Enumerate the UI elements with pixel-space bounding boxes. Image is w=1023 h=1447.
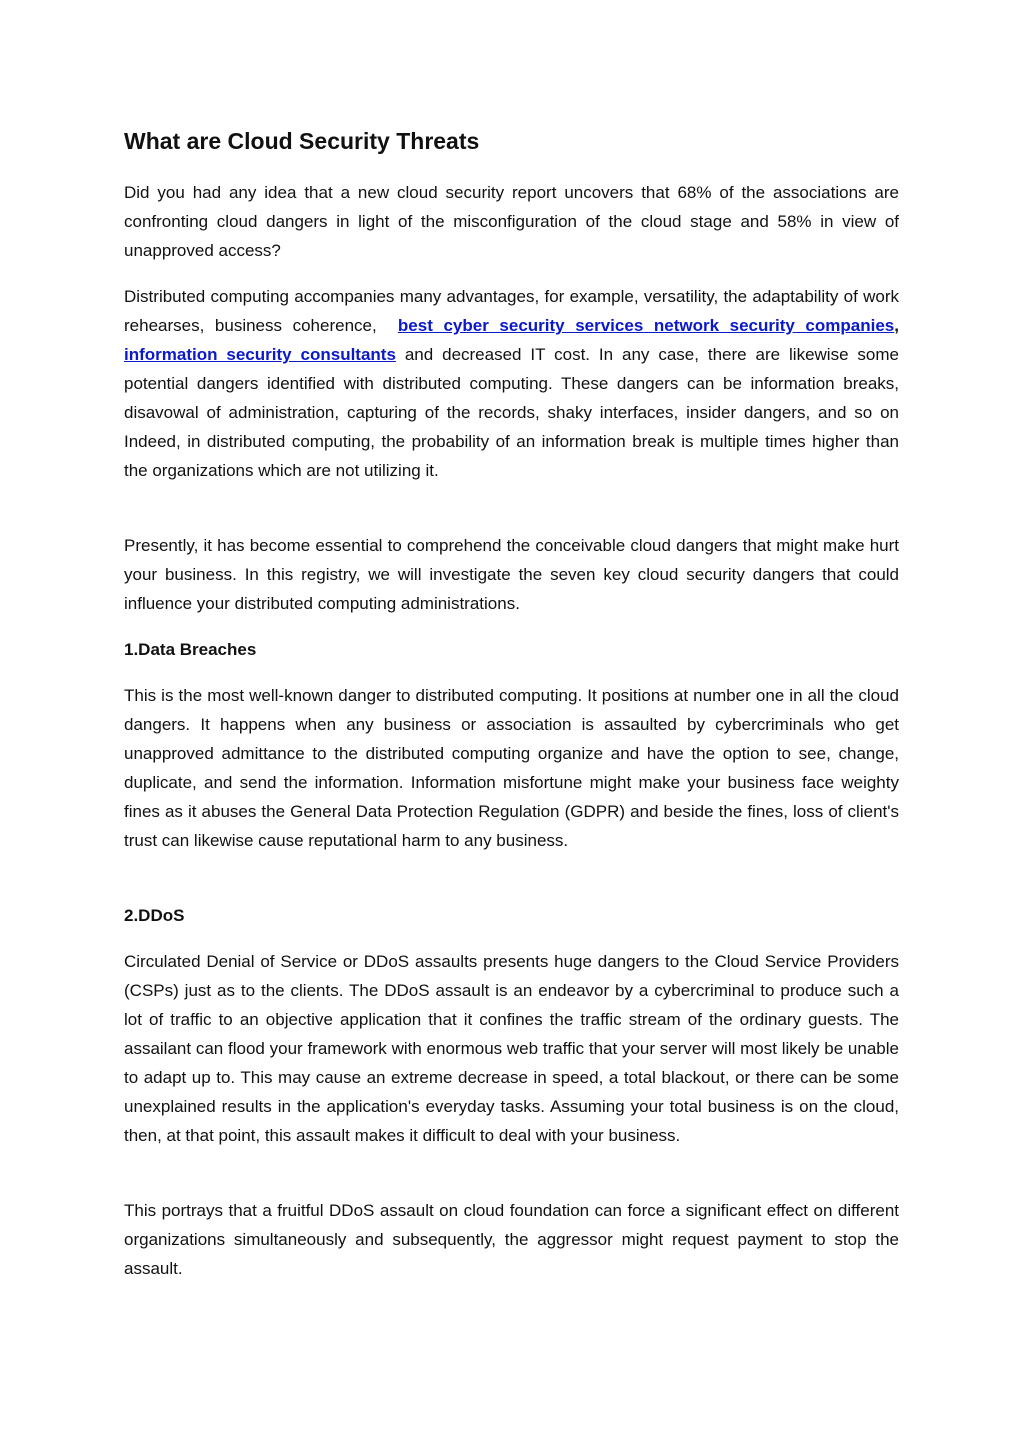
data-breaches-paragraph: This is the most well-known danger to distributed computing. It positions at number one in all the cloud dangers. It happens when any business or association is assaulted by cybercriminals who get unapproved admittance to the distributed computing organize and have the option to see, change, duplicate, and send the information. Information misfortune might make your business face weighty fines as it abuses the General Data Protection Regulation (GDPR) and beside the fines, loss of client's trust can likewise cause reputational harm to any business. [124, 686, 899, 850]
section-heading-data-breaches: 1.Data Breaches [124, 640, 257, 659]
section-heading-ddos: 2.DDoS [124, 906, 185, 925]
link-information-security-consultants[interactable]: information security consultants [124, 345, 396, 364]
advantages-text-before: Distributed computing accompanies many advantages, for example, versatility, the adaptability of work rehearses, business coherence, [124, 287, 899, 335]
advantages-text-after: and decreased IT cost. In any case, there are likewise some potential dangers identified with distributed computing. These dangers can be information breaks, disavowal of administration, capturing of the records, shaky interfaces, insider dangers, and so on Indeed, in distributed computing, the probability of an information break is multiple times higher than the organizations which are not utilizing it. [124, 345, 900, 480]
link-separator: , [894, 316, 899, 335]
ddos-impact-paragraph: This portrays that a fruitful DDoS assault on cloud foundation can force a significant effect on different organizations simultaneously and subsequently, the aggressor might request payment to stop the assault. [124, 1201, 899, 1278]
page-title: What are Cloud Security Threats [124, 128, 480, 154]
intro-registry-paragraph: Presently, it has become essential to comprehend the conceivable cloud dangers that might make hurt your business. In this registry, we will investigate the seven key cloud security dangers that could influence your distributed computing administrations. [124, 536, 899, 613]
ddos-paragraph: Circulated Denial of Service or DDoS assaults presents huge dangers to the Cloud Service Providers (CSPs) just as to the clients. The DDoS assault is an endeavor by a cybercriminal to produce such a lot of traffic to an objective application that it confines the traffic stream of the ordinary guests. The assailant can flood your framework with enormous web traffic that your server will most likely be unable to adapt up to. This may cause an extreme decrease in speed, a total blackout, or there can be some unexplained results in the application's everyday tasks. Assuming your total business is on the cloud, then, at that point, this assault makes it difficult to deal with your business. [124, 952, 899, 1145]
link-best-cyber-security-services[interactable]: best cyber security services [397, 316, 644, 335]
link-network-security-companies[interactable]: network security companies [643, 316, 895, 335]
intro-paragraph: Did you had any idea that a new cloud security report uncovers that 68% of the associations are confronting cloud dangers in light of the misconfiguration of the cloud stage and 58% in view of unapproved access? [124, 183, 899, 260]
advantages-paragraph [124, 282, 899, 485]
